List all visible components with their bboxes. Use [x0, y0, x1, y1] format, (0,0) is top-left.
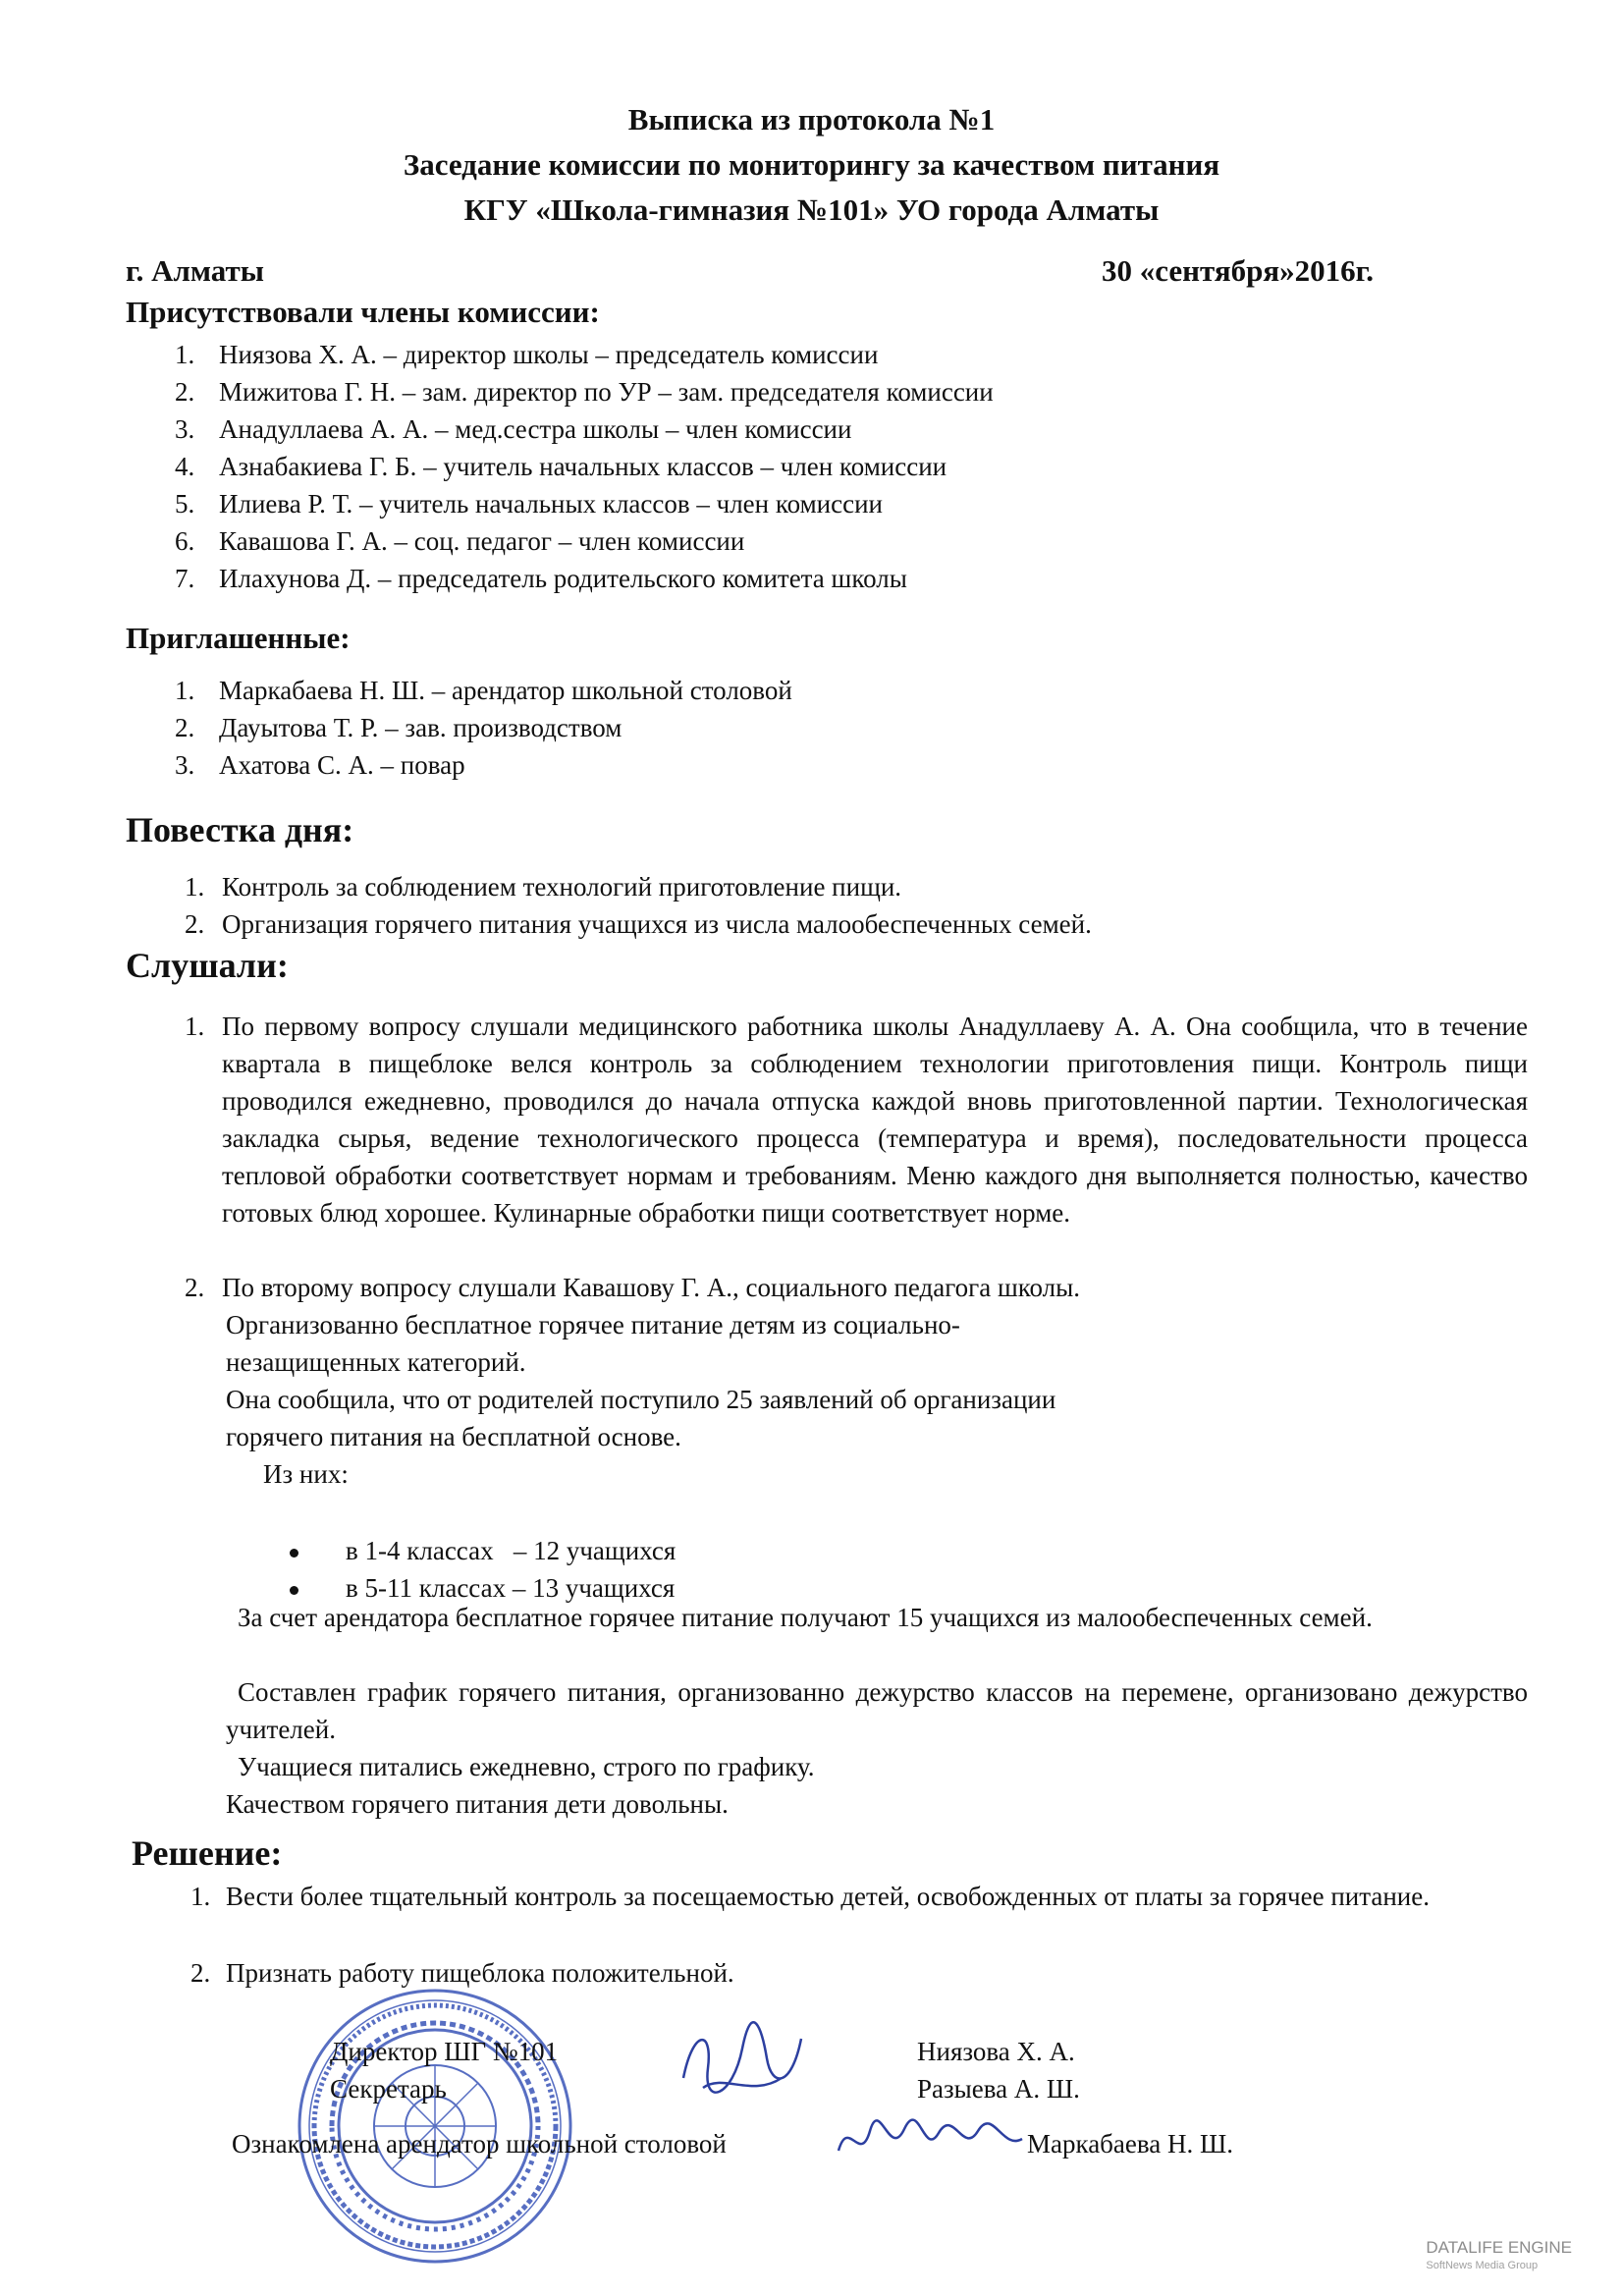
secretary-label: Секретарь [330, 2074, 447, 2104]
heard-para-3: Учащиеся питались ежедневно, строго по графику. [238, 1752, 815, 1781]
bullet-icon [290, 1586, 298, 1595]
list-item: 6. Кавашова Г. А. – соц. педагог – член комиссии [175, 526, 745, 556]
invited-heading: Приглашенные: [126, 621, 351, 655]
list-item: 1. Маркабаева Н. Ш. – арендатор школьной столовой [175, 676, 792, 705]
director-name: Ниязова Х. А. [917, 2037, 1075, 2066]
from-them-label: Из них: [263, 1459, 349, 1489]
decision-heading: Решение: [132, 1833, 283, 1873]
decision-number-1: 1. [190, 1882, 211, 1911]
place-label: г. Алматы [126, 253, 264, 288]
present-list [175, 336, 994, 597]
decision-item-1: Вести более тщательный контроль за посещаемостью детей, освобожденных от платы за горячее питание. [226, 1882, 1430, 1911]
director-label: Директор ШГ №101 [330, 2037, 559, 2066]
doc-title-line3: КГУ «Школа-гимназия №101» УО города Алматы [463, 192, 1160, 227]
doc-title-line2: Заседание комиссии по мониторингу за качеством питания [403, 147, 1220, 182]
list-item: 5. Илиева Р. Т. – учитель начальных классов – член комиссии [175, 489, 884, 519]
present-heading: Присутствовали члены комиссии: [126, 295, 600, 329]
list-item: 2. Мижитова Г. Н. – зам. директор по УР – зам. председателя комиссии [175, 377, 994, 407]
doc-title-line1: Выписка из протокола №1 [627, 102, 996, 137]
list-item: 2. Организация горячего питания учащихся из числа малообеспеченных семей. [185, 909, 1092, 939]
tenant-signature [831, 2111, 1027, 2170]
agenda-list [185, 868, 1092, 943]
list-item: 3. Ахатова С. А. – повар [175, 750, 465, 780]
list-item: 2. Дауытова Т. Р. – зав. производством [175, 713, 622, 742]
acquainted-label: Ознакомлена арендатор школьной столовой [232, 2129, 727, 2159]
decision-number-2: 2. [190, 1958, 211, 1988]
acquainted-name: Маркабаева Н. Ш. [1027, 2129, 1234, 2159]
heard-item-2-line3: незащищенных категорий. [226, 1347, 526, 1377]
list-item: 7. Илахунова Д. – председатель родительского комитета школы [175, 564, 907, 593]
secretary-name: Разыева А. Ш. [917, 2074, 1080, 2104]
invited-list [175, 672, 792, 784]
heard-heading: Слушали: [126, 946, 289, 985]
list-item: 3. Анадуллаева А. А. – мед.сестра школы – член комиссии [175, 414, 852, 444]
heard-item-2-line2: Организованно бесплатное горячее питание детям из социально- [226, 1310, 960, 1339]
heard-item-2-line5: горячего питания на бесплатной основе. [226, 1422, 681, 1451]
heard-para-4: Качеством горячего питания дети довольны. [226, 1789, 729, 1819]
date-label: 30 «сентября»2016г. [1102, 253, 1374, 288]
datalife-watermark: DATALIFE ENGINE SoftNews Media Group [1426, 2238, 1572, 2271]
list-item: 4. Азнабакиева Г. Б. – учитель начальных классов – член комиссии [175, 452, 947, 481]
heard-item-2-line4: Она сообщила, что от родителей поступило 25 заявлений об организации [226, 1385, 1056, 1414]
heard-item-2-line1: По второму вопросу слушали Кавашову Г. А., социального педагога школы. [222, 1273, 1081, 1302]
agenda-heading: Повестка дня: [126, 810, 354, 849]
heard-para-2: Составлен график горячего питания, организованно дежурство классов на перемене, организовано дежурство учителей. [226, 1677, 1528, 1744]
list-item: 1. Контроль за соблюдением технологий приготовление пищи. [185, 872, 902, 902]
list-item: 1. Ниязова Х. А. – директор школы – председатель комиссии [175, 340, 879, 369]
bullet-item: в 5-11 классах – 13 учащихся [263, 1532, 675, 1644]
heard-para-1: За счет арендатора бесплатное горячее питание получают 15 учащихся из малообеспеченных семей. [238, 1603, 1373, 1632]
decision-item-2: Признать работу пищеблока положительной. [226, 1958, 734, 1988]
bullet-item: в 1-4 классах – 12 учащихся [263, 1495, 676, 1607]
heard-item-1: По первому вопросу слушали медицинского работника школы Анадуллаеву А. А. Она сообщила, что в течение квартала в пищеблоке велся контроль за соблюдением технологии приготовления пищи. Контроль пищи проводился ежедневно, проводился до начала отпуска каждой вновь приготовленной партии. Технологическая закладка сырья, ведение технологического процесса (температура и время), последовательности процесса тепловой обработки соответствует нормам и требованиям. Меню каждого дня выполняется полностью, качество готовых блюд хорошее. Кулинарные обработки пищи соответствует норме. [222, 1011, 1528, 1228]
heard-item-number-2: 2. [185, 1273, 205, 1302]
heard-item-number-1: 1. [185, 1011, 205, 1041]
director-signature [674, 2019, 811, 2107]
